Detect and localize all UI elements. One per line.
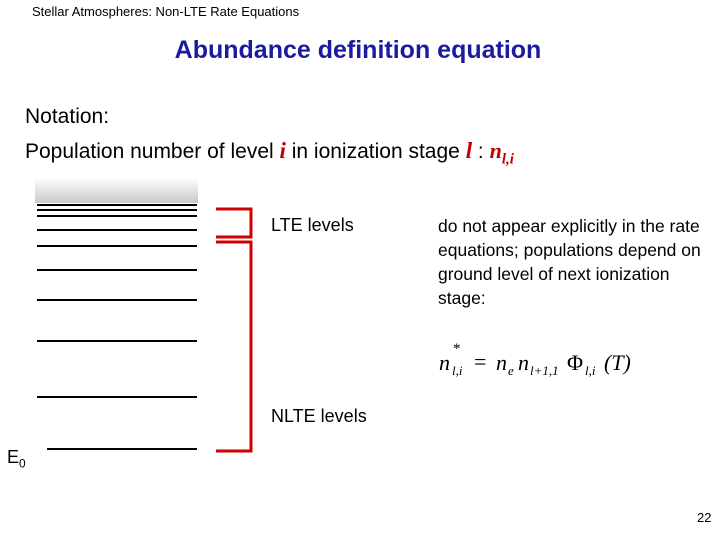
energy-levels — [37, 205, 197, 449]
formula-ne: n — [496, 350, 507, 375]
lte-explanation: do not appear explicitly in the rate equations; populations depend on ground level of next ionization stage: — [438, 216, 701, 308]
lte-bracket — [216, 209, 251, 237]
in-stage-text: in ionization stage — [285, 140, 466, 163]
page-number: 22 — [697, 510, 712, 525]
lte-levels-label: LTE levels — [271, 215, 354, 235]
nlte-levels-label: NLTE levels — [271, 406, 367, 426]
formula-n2: n — [518, 350, 529, 375]
formula-phi: Φ — [567, 350, 584, 375]
population-symbol: $n_{l,i}$ — [489, 138, 514, 168]
formula-e-sub: e — [508, 363, 514, 378]
slide-title: Abundance definition equation — [174, 36, 542, 64]
level-variable: i — [279, 138, 286, 163]
nlte-bracket — [216, 242, 251, 451]
saha-formula — [436, 340, 646, 382]
formula-sub3: l,i — [585, 363, 596, 378]
population-text: Population number of level — [25, 140, 280, 163]
formula-sub1: l,i — [452, 363, 463, 378]
colon-text: : — [472, 140, 490, 163]
slide-header: Stellar Atmospheres: Non-LTE Rate Equations — [32, 4, 300, 19]
formula-star: * — [453, 341, 461, 357]
ground-level-label: $E_0$ — [7, 447, 26, 471]
continuum-band — [35, 178, 198, 203]
formula-equals: = — [474, 349, 487, 374]
formula-T: (T) — [604, 350, 631, 375]
formula-sub2: l+1,1 — [530, 363, 559, 378]
notation-label: Notation: — [25, 105, 110, 128]
formula-n: n — [439, 350, 450, 375]
stage-variable: l — [465, 138, 473, 163]
